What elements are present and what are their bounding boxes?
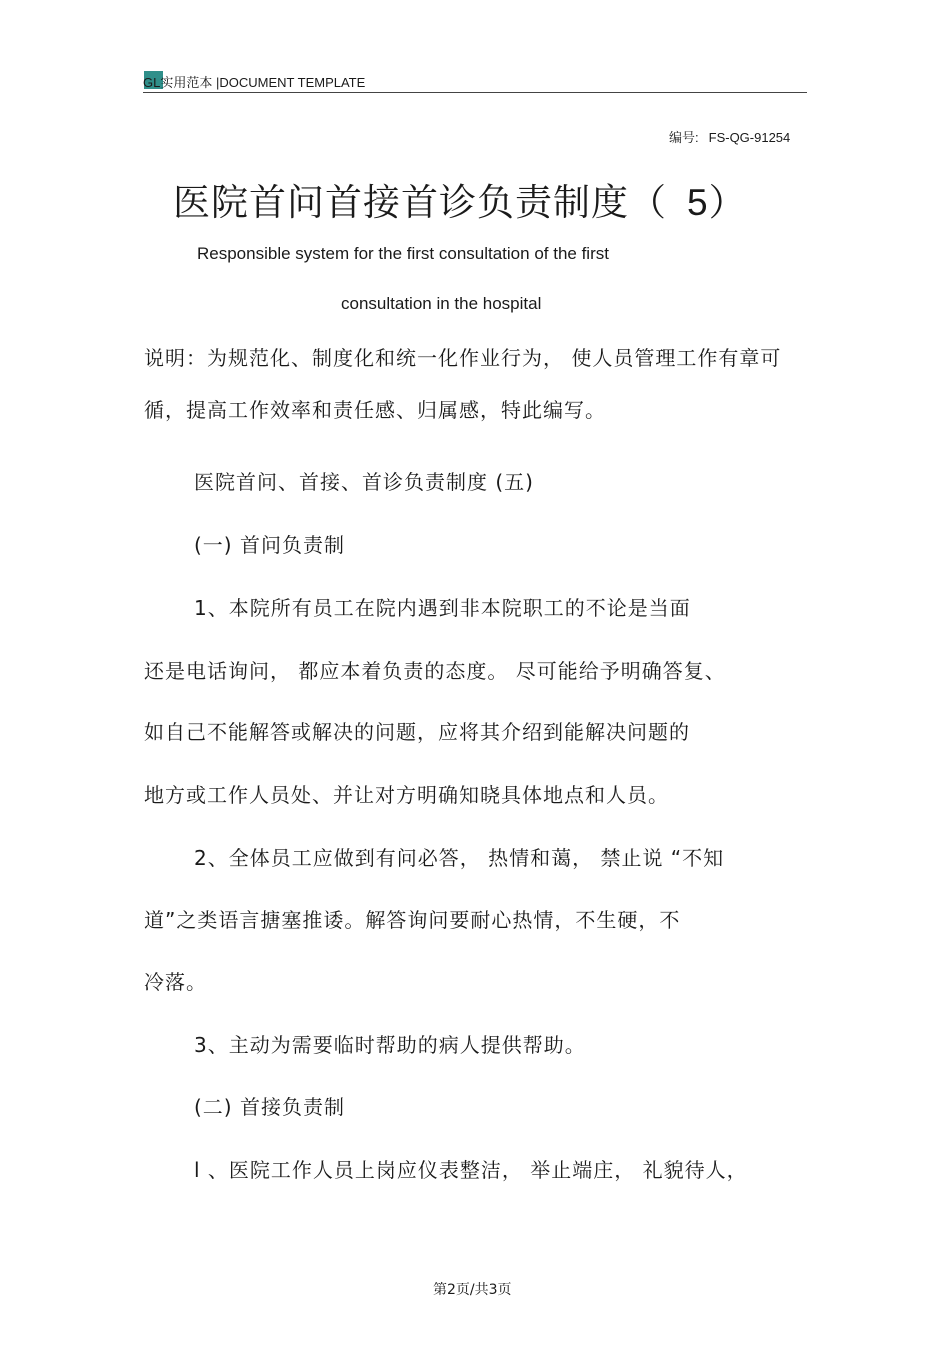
title-main: 医院首问首接首诊负责制度（ bbox=[173, 181, 667, 224]
document-number-value: FS-QG-91254 bbox=[708, 130, 791, 145]
body-line-9: 2、全体员工应做到有问必答， 热情和蔼， 禁止说 “不知 bbox=[194, 846, 725, 870]
brand-subtitle: DOCUMENT TEMPLATE bbox=[219, 75, 366, 90]
english-title-line-1: Responsible system for the first consultation of the first bbox=[197, 244, 609, 263]
page-title bbox=[173, 172, 747, 226]
body-line-6: 还是电话询问， 都应本着负责的态度。 尽可能给予明确答复、 bbox=[144, 659, 726, 683]
logo-mark: GL bbox=[143, 75, 161, 90]
title-number: 5） bbox=[687, 182, 747, 223]
header-divider bbox=[143, 92, 807, 93]
subsection-heading-2: (二) 首接负责制 bbox=[194, 1095, 345, 1119]
subsection-heading-1: (一) 首问负责制 bbox=[194, 533, 345, 557]
body-line-11: 冷落。 bbox=[144, 970, 207, 994]
body-line-7: 如自己不能解答或解决的问题，应将其介绍到能解决问题的 bbox=[144, 720, 690, 744]
section-heading: 医院首问、首接、首诊负责制度 (五) bbox=[194, 470, 534, 494]
body-line-1: 说明：为规范化、制度化和统一化作业行为， 使人员管理工作有章可 bbox=[144, 346, 782, 370]
page-number: 第2页/共3页 bbox=[433, 1282, 512, 1298]
header-brand bbox=[143, 72, 365, 91]
body-line-2: 循，提高工作效率和责任感、归属感，特此编写。 bbox=[144, 398, 606, 422]
body-line-14: l 、医院工作人员上岗应仪表整洁， 举止端庄， 礼貌待人， bbox=[194, 1158, 748, 1182]
body-line-5: 1、本院所有员工在院内遇到非本院职工的不论是当面 bbox=[194, 596, 691, 620]
body-line-12: 3、主动为需要临时帮助的病人提供帮助。 bbox=[194, 1033, 586, 1057]
document-number-label: 编号: bbox=[669, 130, 699, 145]
body-line-8: 地方或工作人员处、并让对方明确知晓具体地点和人员。 bbox=[144, 783, 669, 807]
brand-name: 实用范本 bbox=[160, 75, 213, 90]
english-title-line-2: consultation in the hospital bbox=[341, 294, 542, 313]
body-line-10: 道”之类语言搪塞推诿。解答询问要耐心热情，不生硬，不 bbox=[144, 908, 681, 932]
brand-separator: | bbox=[215, 75, 220, 90]
document-number bbox=[669, 127, 790, 146]
